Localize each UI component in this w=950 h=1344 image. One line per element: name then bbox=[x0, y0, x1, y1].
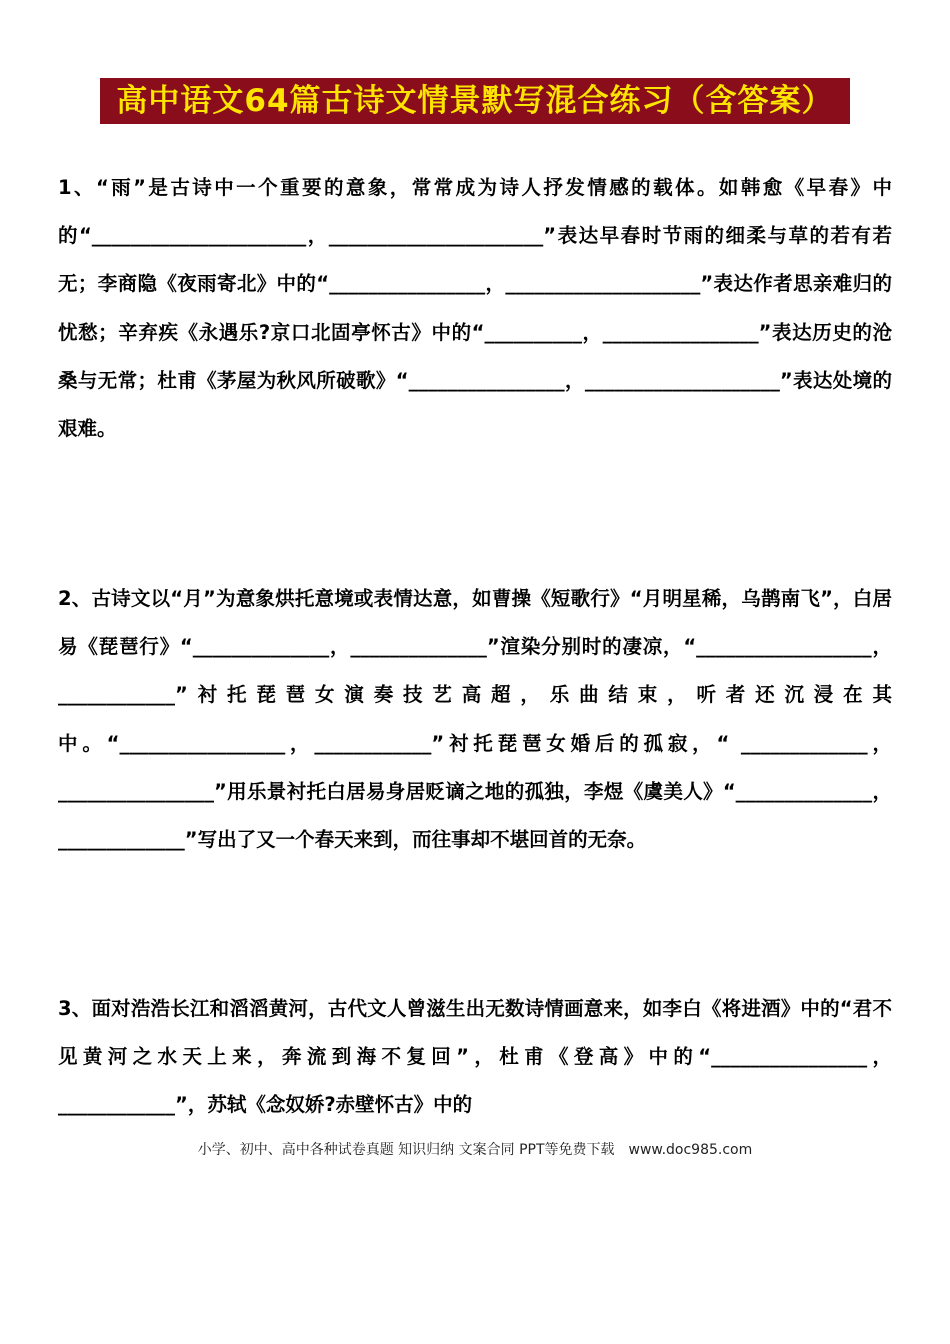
question-1: 1、“雨”是古诗中一个重要的意象，常常成为诗人抒发情感的载体。如韩愈《早春》中的“______________________，______________________”表达早春时节雨的细柔与草的若有若无；李商隐《夜雨寄北》中的“________________，____________________”表达作者思亲难归的忧愁；辛弃疾《永遇乐?京口北固亭怀古》中的“__________，________________”表达历史的沧桑与无常；杜甫《茅屋为秋风所破歌》“________________，____________________”表达处境的艰难。 bbox=[58, 176, 892, 441]
question-3: 3、面对浩浩长江和滔滔黄河，古代文人曾滋生出无数诗情画意来，如李白《将进酒》中的“君不见黄河之水天上来，奔流到海不复回”，杜甫《登高》中的“________________，____________”，苏轼《念奴娇?赤壁怀古》中的 bbox=[58, 997, 892, 1117]
page-footer: 小学、初中、高中各种试卷真题 知识归纳 文案合同 PPT等免费下载 www.doc985.com bbox=[197, 1142, 753, 1158]
question-2: 2、古诗文以“月”为意象烘托意境或表情达意，如曹操《短歌行》“月明星稀，乌鹊南飞”，白居易《琵琶行》“______________，______________”渲染分别时的凄凉，“__________________，____________”衬托琵琶女演奏技艺高超，乐曲结束，听者还沉浸在其中。“_________________，____________”衬托琵琶女婚后的孤寂，“ _____________，________________”用乐景衬托白居易身居贬谪之地的孤独，李煜《虞美人》“______________，_____________”写出了又一个春天来到，而往事却不堪回首的无奈。 bbox=[58, 587, 892, 852]
page-title: 高中语文64篇古诗文情景默写混合练习（含答案） bbox=[100, 78, 849, 124]
title-banner bbox=[0, 78, 950, 124]
